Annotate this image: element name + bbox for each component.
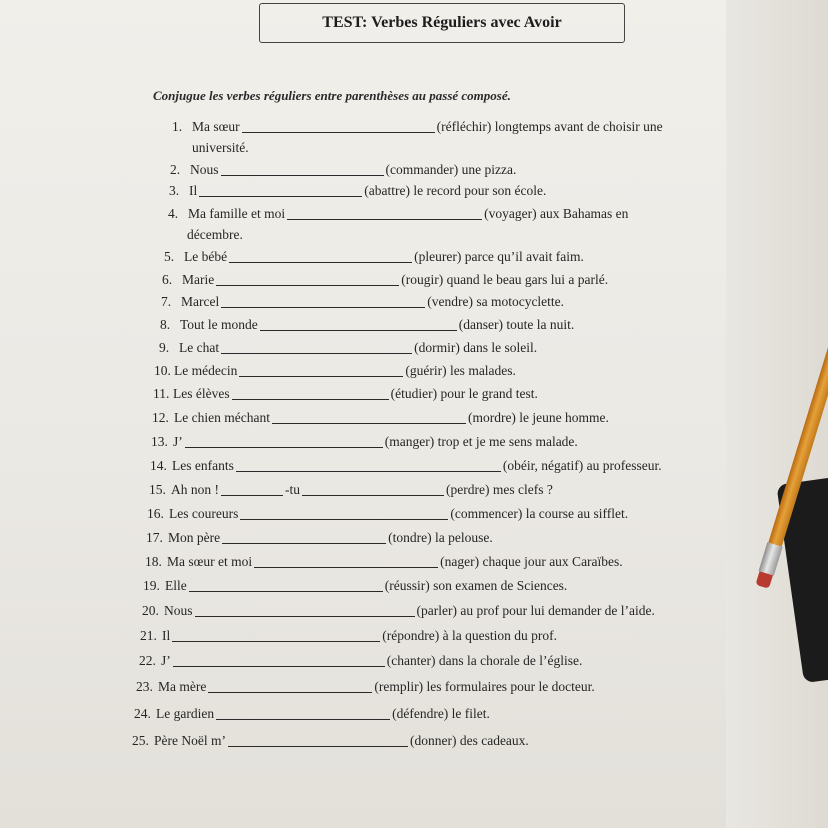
item-verb-clause: (vendre) sa motocyclette. — [427, 294, 565, 309]
item-number: 7. — [161, 294, 172, 309]
exercise-item — [149, 482, 553, 498]
item-number: 20. — [142, 603, 159, 618]
item-number: 19. — [143, 578, 160, 593]
answer-blank[interactable] — [221, 295, 425, 308]
answer-blank[interactable] — [254, 555, 438, 568]
item-verb-clause: (donner) des cadeaux. — [409, 733, 529, 748]
item-subject: Elle — [165, 578, 187, 593]
item-subject: Ma sœur — [192, 119, 240, 134]
page-title: TEST: Verbes Réguliers avec Avoir — [259, 3, 625, 43]
item-verb-clause: (nager) chaque jour aux Caraïbes. — [440, 554, 623, 569]
item-continuation: université. — [192, 140, 249, 155]
item-subject: Il — [162, 628, 171, 643]
item-number: 11. — [153, 386, 170, 401]
item-verb-clause: (répondre) à la question du prof. — [382, 628, 557, 643]
item-verb-clause: (mordre) le jeune homme. — [467, 410, 609, 425]
item-subject: Il — [189, 183, 198, 198]
answer-blank[interactable] — [272, 411, 466, 424]
exercise-item — [153, 386, 538, 402]
answer-blank[interactable] — [216, 273, 399, 286]
item-number: 9. — [159, 340, 170, 355]
exercise-item — [154, 363, 516, 379]
item-verb-clause: (guérir) les malades. — [405, 363, 516, 378]
item-verb-clause: (défendre) le filet. — [392, 706, 490, 721]
item-verb-clause: (abattre) le record pour son école. — [364, 183, 547, 198]
item-subject: Le chat — [179, 340, 220, 355]
item-number: 21. — [140, 628, 157, 643]
exercise-item — [150, 458, 662, 474]
item-subject: Nous — [190, 162, 219, 177]
item-verb-clause: (obéir, négatif) au professeur. — [502, 458, 662, 473]
answer-blank[interactable] — [240, 507, 448, 520]
item-number: 1. — [172, 119, 183, 134]
item-verb-clause: (réfléchir) longtemps avant de choisir une — [436, 119, 663, 134]
exercise-item — [147, 506, 628, 522]
answer-blank[interactable] — [216, 707, 390, 720]
item-verb-clause: (commencer) la course au sifflet. — [450, 506, 629, 521]
item-number: 5. — [164, 249, 175, 264]
answer-blank[interactable] — [221, 163, 384, 176]
exercise-item — [160, 317, 574, 333]
exercise-item — [140, 628, 557, 644]
exercise-item — [162, 272, 608, 288]
item-subject: J’ — [173, 434, 183, 449]
exercise-item — [151, 434, 578, 450]
exercise-item — [142, 603, 655, 619]
item-subject: Les coureurs — [169, 506, 239, 521]
exercise-item — [134, 706, 490, 722]
item-number: 13. — [151, 434, 168, 449]
answer-blank[interactable] — [172, 629, 380, 642]
item-subject: Les élèves — [173, 386, 230, 401]
item-number: 4. — [168, 206, 179, 221]
item-verb-clause: (rougir) quand le beau gars lui a parlé. — [401, 272, 609, 287]
exercise-item — [168, 206, 628, 222]
item-verb-clause: (réussir) son examen de Sciences. — [384, 578, 568, 593]
answer-blank[interactable] — [221, 483, 283, 496]
item-verb-clause: (chanter) dans la chorale de l’église. — [386, 653, 583, 668]
item-number: 12. — [152, 410, 169, 425]
item-continuation: décembre. — [187, 227, 243, 242]
item-number: 16. — [147, 506, 164, 521]
item-subject: Les enfants — [172, 458, 234, 473]
answer-blank[interactable] — [236, 459, 501, 472]
exercise-item — [170, 162, 516, 178]
item-middle-text: -tu — [285, 482, 300, 497]
item-number: 24. — [134, 706, 151, 721]
item-number: 25. — [132, 733, 149, 748]
exercise-item — [132, 733, 529, 749]
answer-blank[interactable] — [173, 654, 385, 667]
item-verb-clause: (perdre) mes clefs ? — [446, 482, 553, 497]
exercise-item — [164, 249, 584, 265]
answer-blank[interactable] — [228, 734, 408, 747]
exercise-item — [152, 410, 609, 426]
answer-blank[interactable] — [232, 387, 389, 400]
item-number: 18. — [145, 554, 162, 569]
answer-blank[interactable] — [239, 364, 403, 377]
item-subject: Ah non ! — [171, 482, 219, 497]
item-subject: Père Noël m’ — [154, 733, 226, 748]
item-subject: J’ — [161, 653, 171, 668]
item-number: 15. — [149, 482, 166, 497]
answer-blank[interactable] — [229, 250, 412, 263]
item-subject: Ma mère — [158, 679, 207, 694]
item-number: 23. — [136, 679, 153, 694]
item-subject: Ma famille et moi — [188, 206, 286, 221]
item-subject: Marcel — [181, 294, 220, 309]
item-number: 3. — [169, 183, 180, 198]
answer-blank[interactable] — [189, 579, 383, 592]
item-number: 8. — [160, 317, 171, 332]
answer-blank[interactable] — [287, 207, 482, 220]
answer-blank[interactable] — [195, 604, 415, 617]
item-verb-clause: (commander) une pizza. — [385, 162, 517, 177]
answer-blank[interactable] — [185, 435, 383, 448]
item-number: 17. — [146, 530, 163, 545]
answer-blank[interactable] — [260, 318, 457, 331]
item-subject: Marie — [182, 272, 215, 287]
item-subject: Le chien méchant — [174, 410, 270, 425]
item-verb-clause: (dormir) dans le soleil. — [414, 340, 538, 355]
item-number: 2. — [170, 162, 181, 177]
answer-blank[interactable] — [222, 531, 386, 544]
exercise-item — [139, 653, 582, 669]
item-subject: Le gardien — [156, 706, 215, 721]
item-verb-clause: (étudier) pour le grand test. — [390, 386, 538, 401]
item-verb-clause: (remplir) les formulaires pour le docteur. — [374, 679, 595, 694]
item-subject: Ma sœur et moi — [167, 554, 253, 569]
answer-blank[interactable] — [199, 184, 362, 197]
item-subject: Mon père — [168, 530, 221, 545]
exercise-item — [172, 119, 663, 135]
exercise-item — [136, 679, 595, 695]
item-number: 22. — [139, 653, 156, 668]
exercise-item — [146, 530, 493, 546]
item-subject: Le bébé — [184, 249, 228, 264]
exercise-item — [143, 578, 567, 594]
item-verb-clause: (manger) trop et je me sens malade. — [384, 434, 578, 449]
answer-blank[interactable] — [242, 120, 435, 133]
item-number: 14. — [150, 458, 167, 473]
exercise-item — [145, 554, 623, 570]
exercise-item — [169, 183, 546, 199]
item-verb-clause: (tondre) la pelouse. — [388, 530, 493, 545]
item-verb-clause: (voyager) aux Bahamas en — [484, 206, 629, 221]
item-verb-clause: (pleurer) parce qu’il avait faim. — [414, 249, 584, 264]
item-subject: Nous — [164, 603, 193, 618]
item-number: 10. — [154, 363, 171, 378]
exercise-item — [159, 340, 537, 356]
answer-blank[interactable] — [221, 341, 412, 354]
item-subject: Le médecin — [174, 363, 238, 378]
item-verb-clause: (danser) toute la nuit. — [458, 317, 575, 332]
item-verb-clause: (parler) au prof pour lui demander de l’aide. — [416, 603, 655, 618]
item-subject: Tout le monde — [180, 317, 258, 332]
answer-blank[interactable] — [302, 483, 444, 496]
exercise-item — [161, 294, 564, 310]
instructions: Conjugue les verbes réguliers entre parenthèses au passé composé. — [153, 88, 511, 103]
item-number: 6. — [162, 272, 173, 287]
answer-blank[interactable] — [208, 680, 372, 693]
